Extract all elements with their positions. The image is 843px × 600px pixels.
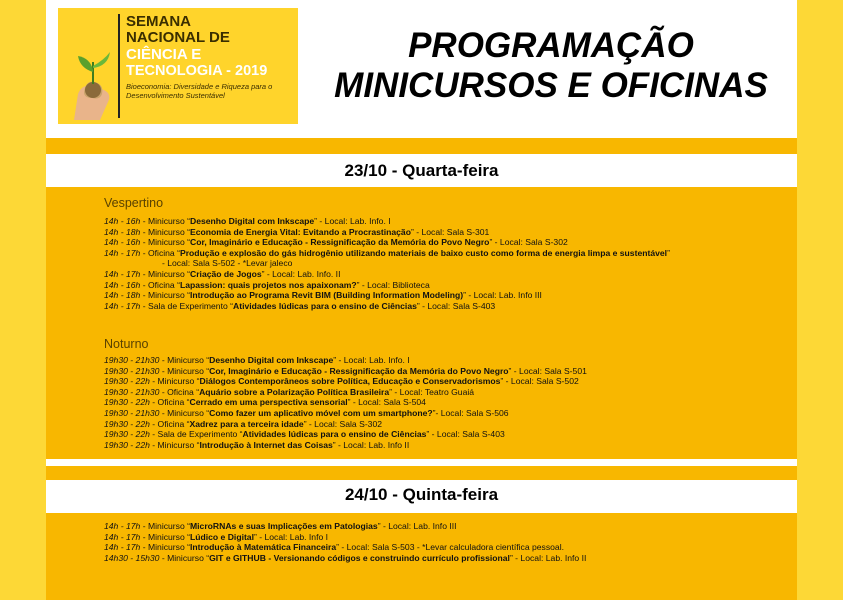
schedule-item [104, 355, 587, 366]
item-text: ” - Local: Lab. Info II [332, 439, 410, 450]
banner-line-2: NACIONAL DE [126, 29, 230, 46]
item-text: - Oficina “ [149, 418, 190, 429]
item-text: ” - Local: Lab. Info. I [333, 355, 410, 365]
item-text: - Minicurso “ [140, 542, 190, 553]
item-title: Lúdico e Digital [190, 531, 254, 542]
item-title: Como fazer um aplicativo móvel com um smartphone? [209, 407, 433, 418]
hand-holding-seedling-icon [64, 48, 122, 120]
item-text: ” - Local: Teatro Guaiá [389, 386, 475, 397]
schedule-item [104, 521, 586, 532]
item-time: 19h30 - 22h [104, 429, 150, 440]
item-text: - Minicurso “ [149, 376, 200, 387]
item-title: Atividades lúdicas para o ensino de Ciências [242, 429, 427, 440]
item-time: 14h - 18h [104, 290, 141, 301]
item-title: Lapassion: quais projetos nos apaixonam? [179, 279, 357, 290]
item-title: Cor, Imaginário e Educação - Ressignificação da Memória do Povo Negro [209, 365, 509, 376]
item-text: - Minicurso “ [149, 439, 200, 450]
item-text: ” [667, 247, 670, 258]
schedule-item [104, 269, 670, 280]
item-text: ” - Local: Sala S-502 [500, 376, 579, 387]
item-text: ” - Local: Lab. Info. II [261, 268, 341, 279]
item-title: Introdução à Internet das Coisas [199, 439, 333, 450]
item-title: Diálogos Contemporâneos sobre Política, Educação e Conservadorismos [199, 376, 501, 387]
banner-line-3: CIÊNCIA E [126, 46, 202, 63]
item-text: ” - Local: Sala S-504 [347, 397, 426, 408]
schedule-item [104, 387, 587, 398]
item-text: ” - Local: Sala S-403 [416, 300, 496, 311]
item-title: Desenho Digital com Inkscape [209, 355, 334, 365]
item-time: 14h - 17h [104, 247, 141, 258]
banner-line-4: TECNOLOGIA - 2019 [126, 63, 268, 79]
schedule-item [104, 419, 587, 430]
item-time: 19h30 - 22h [104, 376, 150, 387]
item-time: 19h30 - 21h30 [104, 407, 160, 418]
schedule-item [104, 408, 587, 419]
item-time: 19h30 - 22h [104, 418, 150, 429]
item-text: - Oficina “ [159, 386, 200, 397]
item-text: ” - Local: Sala S-503 - *Levar calculadora científica pessoal. [336, 542, 564, 553]
schedule-item [104, 397, 587, 408]
item-text: - Oficina “ [149, 397, 190, 408]
item-text: - Minicurso “ [140, 290, 190, 301]
item-text: ” - Local: Sala S-302 [489, 237, 568, 248]
item-text: ” - Local: Sala S-302 [303, 418, 383, 429]
schedule-item [104, 532, 586, 543]
item-time: 14h - 17h [104, 521, 141, 531]
schedule-item [104, 216, 670, 227]
item-text: - Minicurso “ [140, 226, 190, 237]
item-text: - Minicurso “ [140, 268, 190, 279]
item-title: Introdução à Matemática Financeira [190, 542, 337, 553]
item-time: 14h - 17h [104, 542, 141, 553]
schedule-item [104, 227, 670, 238]
item-text: - Sala de Experimento “ [140, 300, 233, 311]
item-text: ” - Local: Lab. Info. I [314, 216, 391, 226]
schedule-item [104, 440, 587, 451]
item-title: Xadrez para a terceira idade [189, 418, 304, 429]
day-1-content [46, 187, 797, 459]
item-time: 19h30 - 21h30 [104, 355, 160, 365]
schedule-item [104, 290, 670, 301]
item-text: ” - Local: Biblioteca [356, 279, 430, 290]
schedule-item: - Local: Sala S-502 - *Levar jaleco [162, 258, 293, 269]
schedule-item [104, 542, 586, 553]
event-banner [58, 8, 298, 124]
item-text: ” - Local: Sala S-301 [410, 226, 490, 237]
title-line-2: MINICURSOS E OFICINAS [334, 66, 768, 105]
item-text: - Minicurso “ [140, 531, 190, 542]
item-text: - Oficina “ [140, 279, 180, 290]
period-vespertino-label: Vespertino [104, 196, 164, 210]
title-line-1: PROGRAMAÇÃO [408, 26, 694, 65]
item-time: 19h30 - 21h30 [104, 365, 160, 376]
banner-line-1: SEMANA [126, 13, 192, 30]
item-title: Cor, Imaginário e Educação - Ressignificação da Memória do Povo Negro [190, 237, 490, 248]
left-yellow-border [0, 0, 46, 600]
day-1-header: 23/10 - Quarta-feira [344, 161, 499, 180]
vespertino-list [104, 216, 670, 311]
day-2-header: 24/10 - Quinta-feira [344, 485, 499, 504]
day-2-content [46, 513, 797, 600]
schedule-item [104, 429, 587, 440]
item-time: 14h - 16h [104, 279, 141, 290]
item-time: 19h30 - 22h [104, 439, 150, 450]
item-time: 14h - 17h [104, 531, 141, 542]
item-text: ” - Local: Lab. Info II [509, 552, 587, 563]
item-time: 14h - 16h [104, 216, 141, 226]
day-2-band [46, 466, 797, 480]
item-text: - Minicurso “ [159, 552, 210, 563]
item-text: ” - Local: Sala S-501 [508, 365, 587, 376]
right-yellow-border [797, 0, 843, 600]
banner-subtitle: Bioeconomia: Diversidade e Riqueza para o Desenvolvimento Sustentável [126, 82, 273, 100]
schedule-item [104, 280, 670, 291]
item-title: Atividades lúdicas para o ensino de Ciências [233, 300, 417, 311]
item-title: MicroRNAs e suas Implicações em Patologias [190, 521, 378, 531]
schedule-item [104, 237, 670, 248]
item-time: 19h30 - 22h [104, 397, 150, 408]
item-time: 14h - 16h [104, 237, 141, 248]
banner-divider [118, 14, 120, 118]
item-text: ” - Local: Lab. Info III [377, 521, 457, 531]
item-text: - Minicurso “ [140, 521, 190, 531]
item-text: - Sala de Experimento “ [149, 429, 243, 440]
noturno-list [104, 355, 587, 450]
item-text: - Minicurso “ [140, 237, 190, 248]
schedule-item [104, 248, 670, 259]
item-text: - Minicurso “ [140, 216, 190, 226]
schedule-item [104, 376, 587, 387]
item-text: - Minicurso “ [159, 355, 210, 365]
item-text: ”- Local: Sala S-506 [432, 407, 509, 418]
item-time: 14h - 18h [104, 226, 141, 237]
item-text: ” - Local: Sala S-403 [426, 429, 505, 440]
item-title: Cerrado em uma perspectiva sensorial [189, 397, 348, 408]
page [46, 0, 797, 600]
item-text: - Minicurso “ [159, 365, 210, 376]
item-text: ” - Local: Lab. Info I [253, 531, 329, 542]
item-time: 19h30 - 21h30 [104, 386, 160, 397]
schedule-item [104, 553, 586, 564]
period-noturno-label: Noturno [104, 337, 149, 351]
item-time: 14h - 17h [104, 268, 141, 279]
item-text: - Oficina “ [140, 247, 180, 258]
item-text: ” - Local: Lab. Info III [463, 290, 542, 301]
quinta-list [104, 521, 586, 563]
item-title: Produção e explosão do gás hidrogênio utilizando materiais de baixo custo como forma de energia limpa e sustentável [179, 247, 668, 258]
item-title: GIT e GITHUB - Versionando códigos e construindo currículo profissional [209, 552, 510, 563]
item-title: Desenho Digital com Inkscape [190, 216, 315, 226]
schedule-item [104, 301, 670, 312]
page-title [316, 26, 786, 106]
item-title: Aquário sobre a Polarização Política Brasileira [199, 386, 390, 397]
day-1-band [46, 138, 797, 154]
item-time: 14h - 17h [104, 300, 141, 311]
item-text: - Minicurso “ [159, 407, 210, 418]
item-title: Introdução ao Programa Revit BIM (Building Information Modeling) [190, 290, 464, 301]
item-title: Criação de Jogos [190, 268, 262, 279]
item-time: 14h30 - 15h30 [104, 552, 160, 563]
schedule-item [104, 366, 587, 377]
item-title: Economia de Energia Vital: Evitando a Procrastinação [190, 226, 411, 237]
